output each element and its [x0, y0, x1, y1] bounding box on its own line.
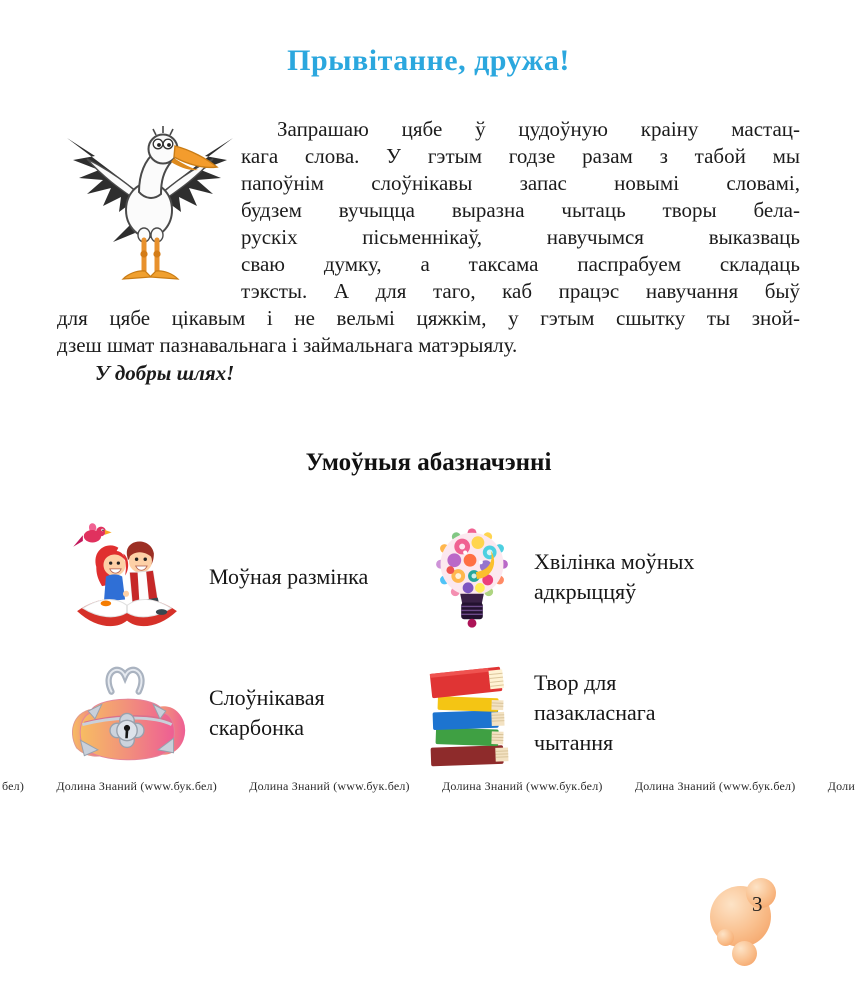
legend-label: Слоўнікавая скарбонка [209, 685, 325, 740]
legend-heading: Умоўныя абазначэнні [305, 449, 552, 476]
watermark-text: Долина Знаний (www.бук.бел) [249, 779, 410, 793]
children-reading-icon [57, 517, 197, 637]
page-number: 3 [752, 892, 763, 916]
intro-line: папоўнім слоўнікавы запас новымі словамі, [241, 171, 800, 195]
watermark-text: Долина Знаний (www.бук.бел) [634, 779, 796, 793]
stork-illustration [57, 116, 241, 305]
intro-line: дзеш шмат пазнавальнага і займальнага матэрыялу. [57, 333, 518, 357]
legend-grid [57, 517, 827, 773]
legend-item-reading [422, 653, 827, 773]
legend-item-vocabulary [57, 653, 422, 773]
intro-line: тэксты. А для таго, каб працэс навучання быў [241, 279, 800, 303]
legend-item-discoveries [422, 517, 827, 637]
treasure-chest-icon [57, 656, 197, 770]
legend-item-language-warmup [57, 517, 422, 637]
footer-gradient-bar [0, 914, 702, 923]
legend-label: Твор для пазакласнага чытання [534, 670, 656, 755]
legend-label: Моўная размінка [209, 564, 369, 589]
page-title: Прывітанне, дружа! [287, 44, 570, 77]
intro-line: Запрашаю цябе ў цудоўную краіну мастац- [277, 117, 800, 141]
book-stack-icon [422, 657, 522, 769]
legend-label: Хвілінка моўных адкрыццяў [534, 549, 695, 604]
idea-lightbulb-icon [422, 519, 522, 635]
watermark-partial-right: Доли [827, 779, 855, 793]
watermark-text: Долина Знаний (www.бук.бел) [56, 779, 217, 793]
intro-line: сваю думку, а таксама паспрабуем складаць [241, 252, 800, 276]
stork-icon [57, 118, 241, 288]
footer-bubble-small-left [717, 929, 734, 946]
intro-section [57, 116, 800, 387]
watermark-text: Долина Знаний (www.бук.бел) [442, 779, 603, 793]
watermark-row [0, 779, 857, 794]
intro-line: кага слова. У гэтым годзе разам з табой мы [241, 144, 800, 168]
intro-line: для цябе цікавым і не вельмі цяжкім, у гэтым сшытку ты зной- [57, 306, 800, 330]
intro-line: рускіх пісьменнікаў, навучымся выказваць [241, 225, 800, 249]
intro-signature: У добры шлях! [95, 361, 235, 385]
footer-bubble-bottom [732, 941, 757, 966]
intro-line: будзем вучыцца выразна чытаць творы бела- [241, 198, 800, 222]
watermark-partial-left: бел) [2, 779, 25, 793]
